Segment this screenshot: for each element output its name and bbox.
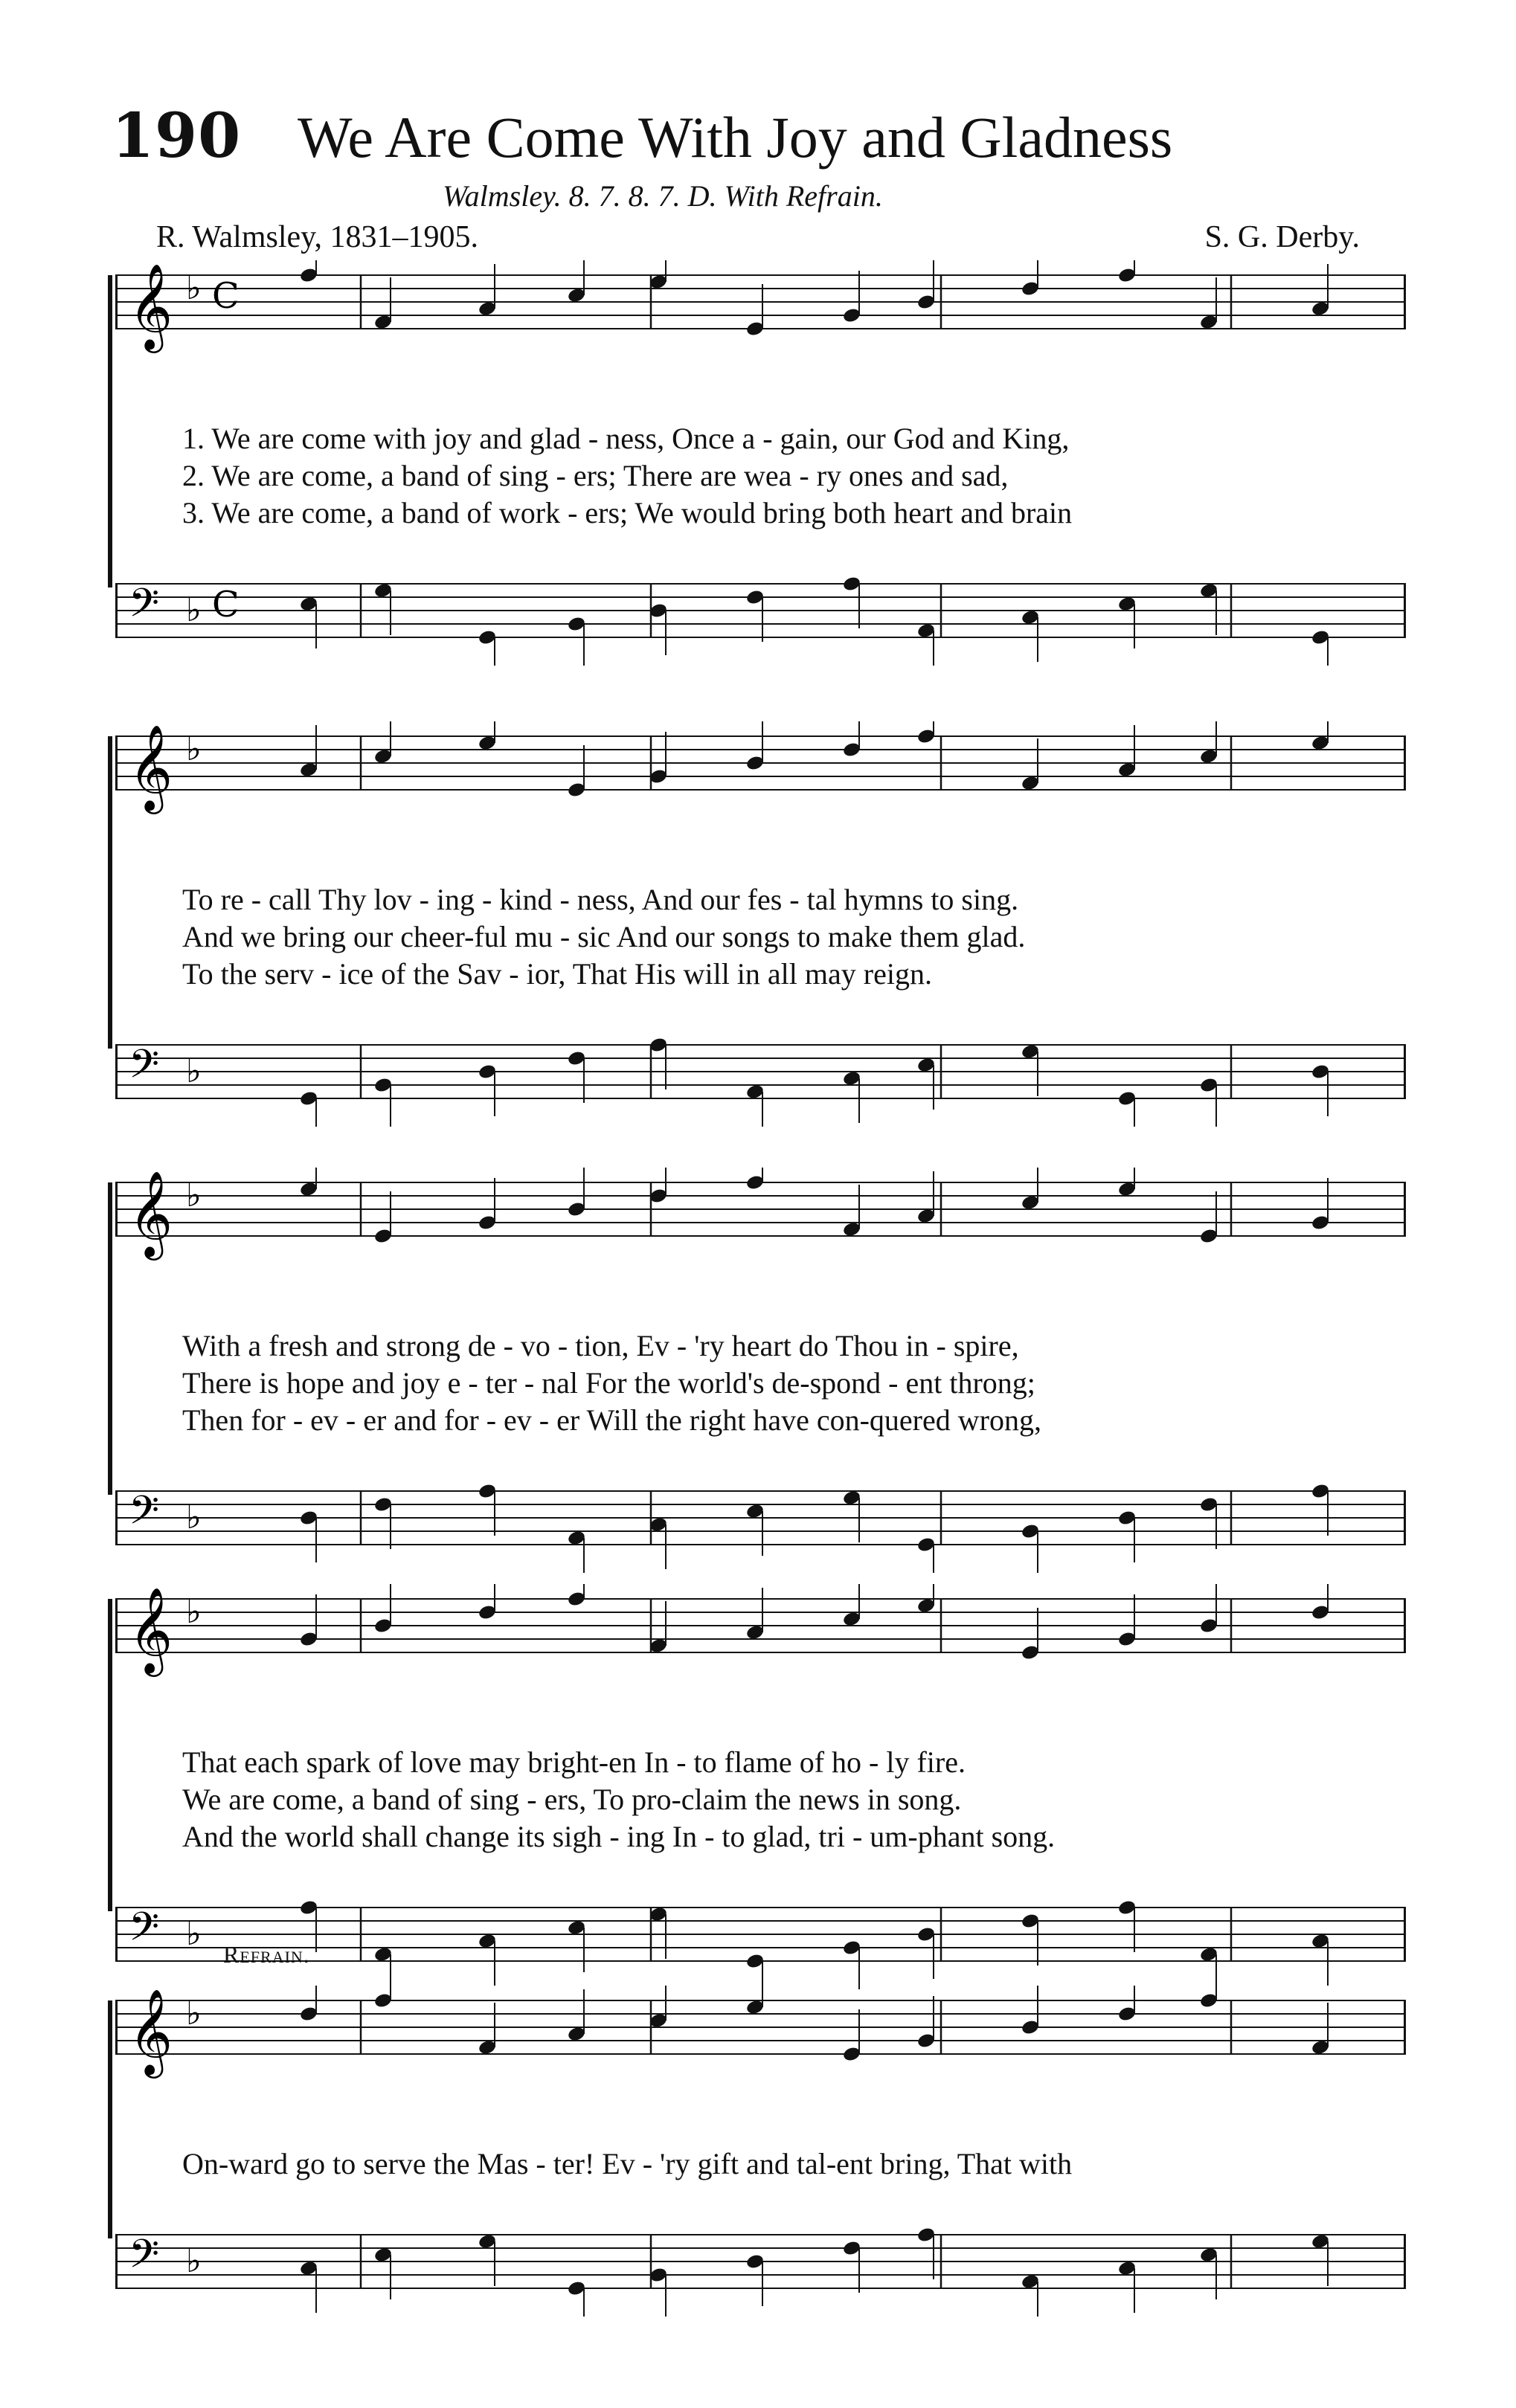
refrain-label: Refrain. (223, 1941, 310, 1968)
lyric-line: 2. We are come, a band of sing - ers; There are wea - ry ones and sad, (182, 459, 1009, 492)
lyric-line: There is hope and joy e - ter - nal For the world's de-spond - ent throng; (182, 1366, 1035, 1400)
flat-icon: ♭ (186, 2242, 202, 2280)
treble-clef-icon: 𝄞 (129, 263, 173, 350)
flat-icon: ♭ (186, 1052, 202, 1090)
flat-icon: ♭ (186, 1593, 202, 1631)
flat-icon: ♭ (186, 1995, 202, 2032)
treble-clef-icon: 𝄞 (129, 1586, 173, 1673)
lyric-line: 1. We are come with joy and glad - ness, Once a - gain, our God and King, (182, 422, 1070, 455)
treble-staff (115, 1584, 1406, 1673)
lyric-line: We are come, a band of sing - ers, To pro-claim the news in song. (182, 1783, 962, 1816)
lyric-line: To the serv - ice of the Sav - ior, That His will in all may reign. (182, 957, 932, 991)
treble-clef-icon: 𝄞 (129, 724, 173, 811)
system-bracket (108, 275, 112, 587)
lyric-line: And the world shall change its sigh - ing In - to glad, tri - um-phant song. (182, 1820, 1056, 1853)
bass-staff (115, 2220, 1406, 2291)
flat-icon: ♭ (186, 1498, 202, 1536)
lyric-line: On-ward go to serve the Mas - ter! Ev - 'ry gift and tal-ent bring, That with (182, 2147, 1073, 2180)
lyrics-block (115, 881, 1406, 993)
lyrics-block (115, 1327, 1406, 1439)
hymn-number: 190 (112, 100, 242, 172)
lyric-line: And we bring our cheer-ful mu - sic And our songs to make them glad. (182, 920, 1026, 953)
treble-staff (115, 1168, 1406, 1257)
treble-clef-icon: 𝄞 (129, 1170, 173, 1257)
lyric-line: Then for - ev - er and for - ev - er Will the right have con-quered wrong, (182, 1403, 1041, 1437)
system-bracket (108, 1182, 112, 1495)
common-time-icon: C (212, 275, 240, 317)
bass-staff (115, 569, 1406, 640)
flat-icon: ♭ (186, 1176, 202, 1214)
treble-staff (115, 260, 1406, 350)
treble-staff (115, 721, 1406, 811)
lyric-line: To re - call Thy lov - ing - kind - ness, And our fes - tal hymns to sing. (182, 883, 1019, 916)
flat-icon: ♭ (186, 730, 202, 768)
lyric-line: With a fresh and strong de - vo - tion, Ev - 'ry heart do Thou in - spire, (182, 1329, 1019, 1362)
flat-icon: ♭ (186, 591, 202, 629)
hymn-title: We Are Come With Joy and Gladness (298, 105, 1173, 170)
flat-icon: ♭ (186, 269, 202, 307)
bass-clef-icon: 𝄢 (129, 1042, 160, 1097)
system-bracket (108, 2000, 112, 2238)
system-bracket (108, 736, 112, 1049)
bass-clef-icon: 𝄢 (129, 1905, 160, 1960)
bass-clef-icon: 𝄢 (129, 581, 160, 636)
system-bracket (108, 1599, 112, 1911)
lyrics-block (115, 1744, 1406, 1855)
tune-meter: Walmsley. 8. 7. 8. 7. D. With Refrain. (443, 179, 883, 213)
lyric-line: 3. We are come, a band of work - ers; We would bring both heart and brain (182, 496, 1073, 529)
lyrics-block (115, 2145, 1406, 2183)
bass-staff (115, 1476, 1406, 1548)
flat-icon: ♭ (186, 1915, 202, 1953)
bass-staff (115, 1030, 1406, 1101)
treble-clef-icon: 𝄞 (129, 1988, 173, 2075)
lyric-line: That each spark of love may bright-en In - to flame of ho - ly fire. (182, 1745, 966, 1779)
bass-clef-icon: 𝄢 (129, 2232, 160, 2287)
lyrics-block (115, 420, 1406, 532)
bass-clef-icon: 𝄢 (129, 1488, 160, 1543)
common-time-icon: C (212, 584, 240, 625)
words-author: R. Walmsley, 1831–1905. (156, 220, 478, 254)
treble-staff (115, 1986, 1406, 2075)
music-author: S. G. Derby. (1204, 220, 1360, 254)
